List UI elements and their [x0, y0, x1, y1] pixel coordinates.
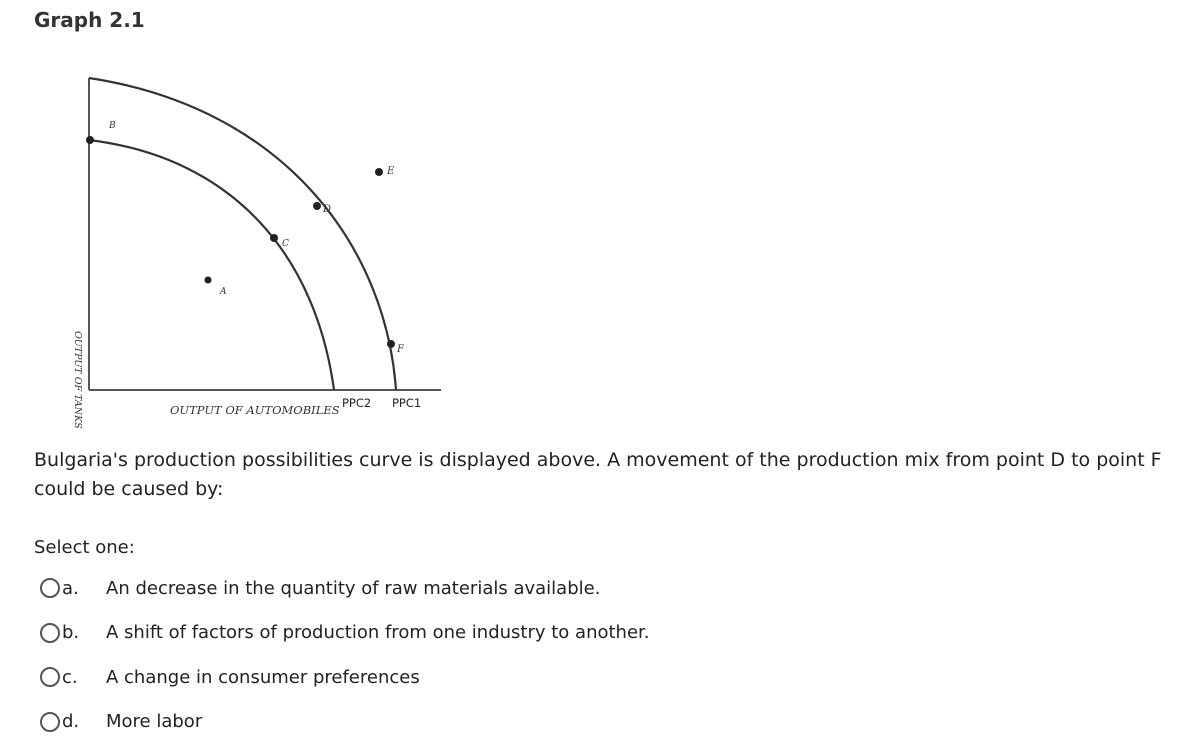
- ppc1-label: PPC1: [392, 396, 421, 410]
- point-f-dot: [387, 340, 395, 348]
- option-b-letter: b.: [62, 622, 106, 643]
- select-prompt: Select one:: [34, 537, 135, 558]
- option-d-text[interactable]: More labor: [106, 711, 202, 732]
- point-f-label: F: [396, 344, 405, 355]
- option-b[interactable]: [40, 611, 740, 656]
- x-axis-label: OUTPUT OF AUTOMOBILES: [170, 403, 340, 417]
- ppc2-label: PPC2: [342, 396, 371, 410]
- point-d-dot: [313, 202, 321, 210]
- radio-button-b[interactable]: [40, 623, 60, 643]
- point-b-dot: [86, 136, 94, 144]
- option-a-text[interactable]: An decrease in the quantity of raw materials available.: [106, 578, 600, 599]
- point-c-label: C: [282, 239, 289, 249]
- answer-options: [40, 566, 740, 744]
- radio-button-c[interactable]: [40, 667, 60, 687]
- question-text: Bulgaria's production possibilities curve is displayed above. A movement of the production mix from point D to point F could be caused by:: [34, 446, 1184, 504]
- option-a-letter: a.: [62, 578, 106, 599]
- option-c-text[interactable]: A change in consumer preferences: [106, 667, 420, 688]
- ppc-graph: [56, 48, 456, 428]
- radio-button-a[interactable]: [40, 578, 60, 598]
- point-a-dot: [205, 277, 212, 284]
- point-e-dot: [375, 168, 383, 176]
- option-c[interactable]: [40, 655, 740, 700]
- y-axis-label: OUTPUT OF TANKS: [72, 331, 83, 429]
- ppc1-curve: [89, 78, 396, 390]
- option-d[interactable]: [40, 700, 740, 744]
- point-c-dot: [270, 234, 278, 242]
- radio-button-d[interactable]: [40, 712, 60, 732]
- point-e-label: E: [386, 166, 395, 177]
- point-a-label: A: [219, 287, 227, 297]
- option-c-letter: c.: [62, 667, 106, 688]
- graph-title: Graph 2.1: [34, 8, 145, 32]
- option-b-text[interactable]: A shift of factors of production from one industry to another.: [106, 622, 650, 643]
- point-b-label: B: [108, 121, 116, 131]
- option-d-letter: d.: [62, 711, 106, 732]
- ppc-graph-svg: [56, 48, 456, 428]
- point-d-label: D: [322, 204, 331, 215]
- option-a[interactable]: [40, 566, 740, 611]
